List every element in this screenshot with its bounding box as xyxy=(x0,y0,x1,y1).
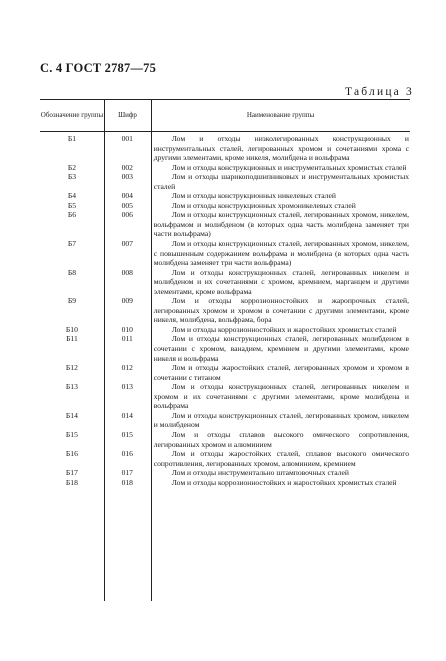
table-row xyxy=(40,325,410,335)
table-row xyxy=(40,382,410,411)
table-row xyxy=(40,363,410,382)
code-cell: 015 xyxy=(121,429,133,439)
group-cell: Б1 xyxy=(67,134,76,143)
code-cell: 012 xyxy=(121,363,133,373)
code-cell: 008 xyxy=(121,267,133,277)
column-header-group: Обозначение группы xyxy=(40,111,104,119)
group-cell: Б7 xyxy=(67,239,76,249)
table-row xyxy=(40,172,410,191)
name-cell: Лом и отходы конструкционных сталей, легированных молибденом в сочетании с хромом, ванадием, кремнием и другими элементами, кроме никеля и вольфрама xyxy=(153,334,409,363)
code-cell: 004 xyxy=(121,191,133,201)
table-row xyxy=(40,449,410,468)
code-cell: 016 xyxy=(121,449,133,459)
group-cell: Б11 xyxy=(66,334,78,344)
group-cell: Б9 xyxy=(67,296,76,306)
name-cell: Лом и отходы конструкционных сталей, легированных никелем и молибденом и их сочетаниями с хромом, кремнием, марганцем и другими элементами, кроме вольфрама xyxy=(153,267,409,296)
table-body xyxy=(40,134,410,487)
code-cell: 003 xyxy=(121,172,133,182)
name-cell: Лом и отходы низколегированных конструкционных и инструментальных сталей, легированных хромом и сочетаниями хрома с другими элементами, кроме никеля, молибдена и вольфрама xyxy=(153,134,409,163)
name-cell: Лом и отходы конструкционных никелевых сталей xyxy=(171,191,336,201)
name-cell: Лом и отходы сплавов высокого омического сопротивления, легированных хромом и алюминием xyxy=(153,429,409,449)
group-cell: Б2 xyxy=(67,162,76,172)
code-cell: 006 xyxy=(121,210,133,220)
name-cell: Лом и отходы конструкционных сталей, легированных хромом, никелем, вольфрамом и молибденом (в которых одна часть молибдена заменяет три части вольфрама) xyxy=(153,210,409,239)
name-cell: Лом и отходы конструкционных и инструментальных хромистых сталей xyxy=(171,162,407,172)
group-cell: Б15 xyxy=(65,429,78,439)
name-cell: Лом и отходы коррозионностойких и жаростойких хромистых сталей xyxy=(171,477,397,487)
code-cell: 007 xyxy=(121,239,133,249)
name-cell: Лом и отходы инструментально штамповочных сталей xyxy=(171,468,349,478)
table-row xyxy=(40,210,410,239)
code-cell: 001 xyxy=(121,134,133,143)
code-cell: 011 xyxy=(121,334,133,344)
group-cell: Б16 xyxy=(65,449,78,459)
code-cell: 014 xyxy=(121,410,133,420)
group-cell: Б18 xyxy=(65,477,78,487)
code-cell: 009 xyxy=(121,296,133,306)
table-row xyxy=(40,163,410,173)
code-cell: 018 xyxy=(121,477,133,487)
column-header-name: Наименование группы xyxy=(246,111,315,119)
group-cell: Б14 xyxy=(65,410,78,420)
name-cell: Лом и отходы жаростойких сталей, легированных хромом и хромом в сочетании с титаном xyxy=(153,363,409,382)
name-cell: Лом и отходы конструкционных сталей, легированных никелем и хромом и их сочетаниями с другими элементами, кроме молибдена и вольфрама xyxy=(153,382,409,411)
table-header-rule xyxy=(40,131,410,132)
page-header: С. 4 ГОСТ 2787—75 xyxy=(40,61,157,75)
table-row xyxy=(40,268,410,297)
name-cell: Лом и отходы коррозионностойких и жаростойких хромистых сталей xyxy=(171,324,397,334)
table-row xyxy=(40,201,410,211)
code-cell: 017 xyxy=(121,468,133,478)
table-row xyxy=(40,430,410,449)
code-cell: 013 xyxy=(121,382,133,392)
table-row xyxy=(40,468,410,478)
group-cell: Б4 xyxy=(67,191,76,201)
name-cell: Лом и отходы жаростойких сталей, сплавов высокого омического сопротивления, легированных хромом, алюминием, кремнием xyxy=(153,449,409,468)
name-cell: Лом и отходы конструкционных хромоникелевых сталей xyxy=(171,200,356,210)
table-row xyxy=(40,478,410,488)
group-cell: Б10 xyxy=(65,324,78,334)
table-row xyxy=(40,296,410,325)
table-caption: Таблица 3 xyxy=(345,86,414,98)
code-cell: 005 xyxy=(121,200,133,210)
group-cell: Б3 xyxy=(67,172,76,182)
group-cell: Б17 xyxy=(65,468,78,478)
group-cell: Б6 xyxy=(67,210,76,220)
code-cell: 010 xyxy=(121,324,133,334)
name-cell: Лом и отходы шарикоподшипниковых и инструментальных хромистых сталей xyxy=(153,172,409,191)
table-row xyxy=(40,239,410,268)
table-row xyxy=(40,411,410,430)
column-header-code: Шифр xyxy=(118,111,137,119)
code-cell: 002 xyxy=(121,162,133,172)
name-cell: Лом и отходы конструкционных сталей, легированных хромом, никелем, с повышенным содержанием вольфрама и молибдена (в которых одна часть молибдена заменяет три части вольфрама) xyxy=(153,239,409,268)
group-cell: Б12 xyxy=(65,363,78,373)
group-cell: Б13 xyxy=(65,382,78,392)
group-cell: Б8 xyxy=(67,267,76,277)
table-row xyxy=(40,134,410,163)
name-cell: Лом и отходы конструкционных сталей, легированных хромом, никелем и молибденом xyxy=(153,410,409,430)
name-cell: Лом и отходы коррозионностойких и жаропрочных сталей, легированных хромом и хромом в сочетании с другими элементами, кроме никеля, молибдена, вольфрама, бора xyxy=(153,296,409,325)
table-row xyxy=(40,191,410,201)
table-row xyxy=(40,334,410,363)
group-cell: Б5 xyxy=(67,200,76,210)
